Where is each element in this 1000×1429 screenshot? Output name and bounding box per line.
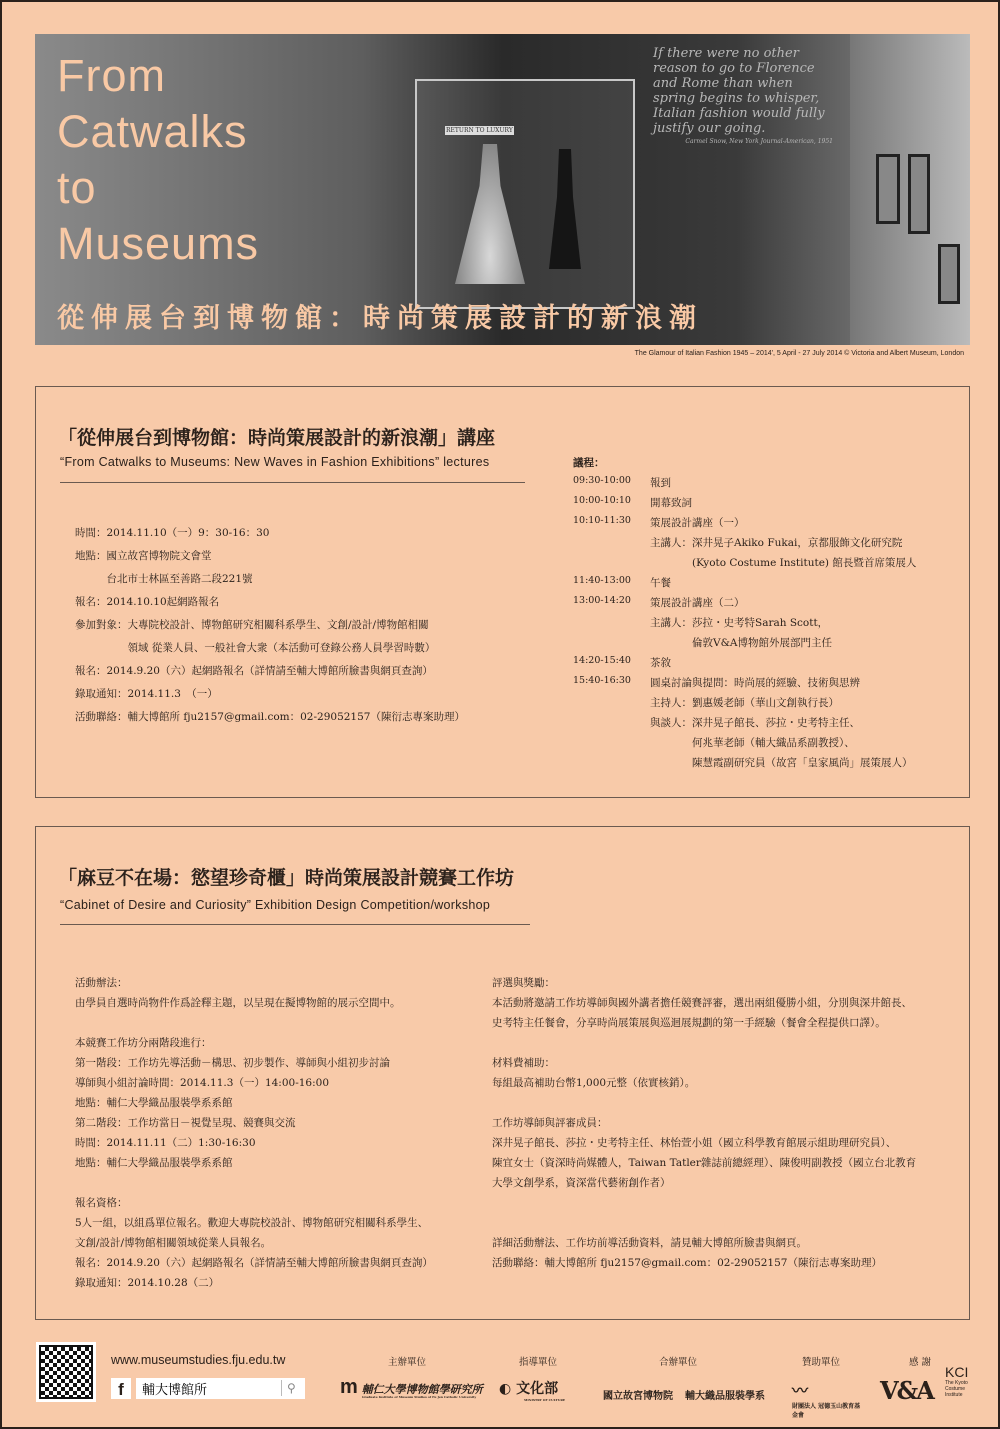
agenda-desc: (Kyoto Costume Institute) 館長暨首席策展人 [650,557,917,569]
info-line: 報名：2014.9.20（六）起網路報名（詳情請至輔大博館所臉書與網頁查詢） [75,665,433,677]
workshop-line: 報名：2014.9.20（六）起網路報名（詳情請至輔大博館所臉書與網頁查詢） [75,1257,433,1269]
info-line: 報名：2014.10.10起網路報名 [75,596,220,608]
wall-quote [653,46,833,146]
sponsor-logo: 〰 財團法人 冠德玉山教育基金會 [792,1381,861,1419]
workshop-line: 本競賽工作坊分兩階段進行： [75,1037,212,1049]
co-organizer-palace: 國立故宮博物院 [603,1391,673,1402]
agenda-time: 13:00-14:20 [573,595,631,606]
agenda-desc: 主講人：莎拉・史考特Sarah Scott， [650,617,829,629]
hero-title-line: Museums [57,218,260,269]
workshop-line: 活動辦法： [75,977,128,989]
hero-image [35,34,970,345]
agenda-desc: 圓桌討論與提問：時尚展的經驗、技術與思辨 [650,677,860,689]
agenda-desc: 倫敦V&A博物館外展部門主任 [650,637,833,649]
workshop-line: 評選與獎勵： [492,977,555,989]
info-line: 地點：國立故宮博物院文會堂 [75,550,212,562]
hero-title-line: to [57,162,97,213]
workshop-line: 工作坊導師與評審成員： [492,1117,608,1129]
agenda-desc: 策展設計講座（二） [650,597,745,609]
agenda-desc: 策展設計講座（一） [650,517,745,529]
facebook-search-box [136,1378,305,1399]
workshop-line: 材料費補助： [492,1057,555,1069]
agenda-row [573,475,671,495]
agenda-row [573,575,671,595]
agenda-time: 10:10-11:30 [573,515,631,526]
agenda-time: 10:00-10:10 [573,495,631,506]
case-label: RETURN TO LUXURY [446,127,513,134]
workshop-section [35,826,970,1320]
workshop-line: 陳宜女士（資深時尚媒體人，Taiwan Tatler雜誌前總經理）、陳俊明副教授（國立台北教育 [492,1157,917,1169]
thanks-label: 感 謝 [909,1357,932,1368]
kci-logo: KCI The Kyoto Costume Institute [945,1364,969,1398]
display-case [415,79,635,309]
hero-subtitle: 從伸展台到博物館：時尚策展設計的新浪潮 [57,303,703,334]
workshop-line: 本活動將邀請工作坊導師與國外講者擔任競賽評審，選出兩組優勝小組，分別與深井館長、 [492,997,912,1009]
photo-credit: The Glamour of Italian Fashion 1945 – 2014', 5 April - 27 July 2014 © Victoria and Albert Museum, London [634,350,964,357]
agenda-desc: 與談人：深井晃子館長、莎拉・史考特主任、 [650,717,860,729]
organizer-label: 主辦單位 [388,1357,427,1368]
co-organizer-textiles: 輔大織品服裝學系 [685,1391,765,1402]
workshop-line: 第一階段：工作坊先導活動－構思、初步製作、導師與小組初步討論 [75,1057,390,1069]
agenda-desc: 報到 [650,477,671,489]
workshop-right [492,975,916,1275]
facebook-search-input[interactable] [136,1378,276,1399]
agenda-row [573,515,745,535]
workshop-line [75,1175,433,1195]
workshop-line: 地點：輔仁大學織品服裝學系系館 [75,1157,233,1169]
agenda-row [573,655,671,675]
workshop-line [75,1015,433,1035]
agenda-row [573,495,692,515]
divider [60,482,525,483]
agenda [573,455,917,775]
agenda-row [573,595,745,615]
agenda-row [573,555,917,575]
advisor-label: 指導單位 [519,1357,558,1368]
workshop-line: 報名資格： [75,1197,128,1209]
workshop-left [75,975,433,1295]
facebook-icon[interactable]: f [111,1378,131,1399]
workshop-line: 錄取通知：2014.10.28（二） [75,1277,220,1289]
qr-code[interactable] [36,1342,96,1402]
hero-title [57,48,259,272]
sponsor-label: 贊助單位 [802,1357,841,1368]
agenda-row [573,635,833,655]
agenda-row [573,695,839,715]
workshop-line: 5人一組，以組爲單位報名。歡迎大專院校設計、博物館研究相關科系學生、 [75,1217,429,1229]
agenda-desc: 茶敘 [650,657,671,669]
quote-author: Carmel Snow, New York Journal-American, 1951 [685,138,833,145]
hero-title-line: Catwalks [57,106,248,157]
workshop-line: 深井晃子館長、莎拉・史考特主任、林怡萱小姐（國立科學教育館展示組助理研究員）、 [492,1137,897,1149]
workshop-line: 文創/設計/博物館相關領域從業人員報名。 [75,1237,272,1249]
workshop-line: 每組最高補助台幣1,000元整（依實核銷）。 [492,1077,696,1089]
section-title: 「從伸展台到博物館：時尚策展設計的新浪潮」講座 [58,427,496,449]
agenda-desc: 開幕致詞 [650,497,692,509]
section-title-en: “From Catwalks to Museums: New Waves in Fashion Exhibitions” lectures [60,455,490,469]
ministry-logo: ◐ 文化部 MINISTRY OF CULTURE [499,1381,566,1402]
hero-title-line: From [57,50,166,101]
workshop-line [492,1095,916,1115]
workshop-line [492,1215,916,1235]
workshop-line: 由學員自選時尚物件作爲詮釋主題，以呈現在擬博物館的展示空間中。 [75,997,401,1009]
agenda-desc: 主講人：深井晃子Akiko Fukai，京都服飾文化研究院 [650,537,903,549]
agenda-row [573,735,855,755]
search-icon[interactable]: ⚲ [281,1380,296,1396]
info-line: 領域 從業人員、一般社會大衆（本活動可登錄公務人員學習時數） [75,642,436,654]
workshop-line: 史考特主任餐會，分享時尚展策展與巡迴展規劃的第一手經驗（餐會全程提供口譯）。 [492,1017,886,1029]
quote-text: If there were no other reason to go to Florence and Rome than when spring begins to whisper, Italian fashion would fully justify our going. [653,46,825,136]
agenda-time: 09:30-10:00 [573,475,631,486]
workshop-line [492,1195,916,1215]
workshop-line: 第二階段：工作坊當日－視覺呈現、競賽與交流 [75,1117,296,1129]
info-line: 台北市士林區至善路二段221號 [75,573,253,585]
info-line: 時間：2014.11.10（一）9：30-16：30 [75,527,270,539]
divider [60,924,530,925]
agenda-time: 15:40-16:30 [573,675,631,686]
workshop-line [492,1035,916,1055]
agenda-row [573,755,913,775]
agenda-time: 14:20-15:40 [573,655,631,666]
agenda-desc: 主持人：劉惠媛老師（華山文創執行長） [650,697,839,709]
lecture-info [75,525,465,732]
workshop-line: 活動聯絡：輔大博館所 fju2157@gmail.com：02-29052157（陳衍志專案助理） [492,1257,882,1269]
va-logo: V&A [880,1376,933,1405]
agenda-desc: 午餐 [650,577,671,589]
workshop-line: 地點：輔仁大學織品服裝學系系館 [75,1097,233,1109]
section-title: 「麻豆不在場：慾望珍奇櫃」時尚策展設計競賽工作坊 [58,867,515,889]
info-line: 活動聯絡：輔大博館所 fju2157@gmail.com：02-29052157（陳衍志專案助理） [75,711,465,723]
section-title-en: “Cabinet of Desire and Curiosity” Exhibition Design Competition/workshop [60,898,491,912]
agenda-label: 議程： [573,457,605,469]
workshop-line: 詳細活動辦法、工作坊前導活動資料，請見輔大博館所臉書與網頁。 [492,1237,807,1249]
agenda-row [573,715,860,735]
organizer-logo: m 輔仁大學博物館學研究所 Graduate Institute of Museum Studies of Fu Jen Catholic University [340,1376,483,1399]
footer [2,1342,1000,1419]
workshop-line: 導師與小組討論時間：2014.11.3（一）14:00-16:00 [75,1077,330,1089]
info-line: 參加對象：大專院校設計、博物館研究相關科系學生、文創/設計/博物館相關 [75,619,429,631]
workshop-line: 時間：2014.11.11（二）1:30-16:30 [75,1137,256,1149]
agenda-desc: 何兆華老師（輔大織品系副教授）、 [650,737,855,749]
lecture-section [35,386,970,798]
website-link[interactable]: www.museumstudies.fju.edu.tw [111,1353,286,1367]
co-organizer-label: 合辦單位 [659,1357,698,1368]
agenda-row [573,675,860,695]
agenda-row [573,615,829,635]
agenda-row [573,535,903,555]
info-line: 錄取通知：2014.11.3 （一） [75,688,218,700]
agenda-desc: 陳慧霞副研究員（故宮「皇家風尚」展策展人） [650,757,913,769]
workshop-line: 大學文創學系，資深當代藝術創作者） [492,1177,671,1189]
agenda-time: 11:40-13:00 [573,575,631,586]
